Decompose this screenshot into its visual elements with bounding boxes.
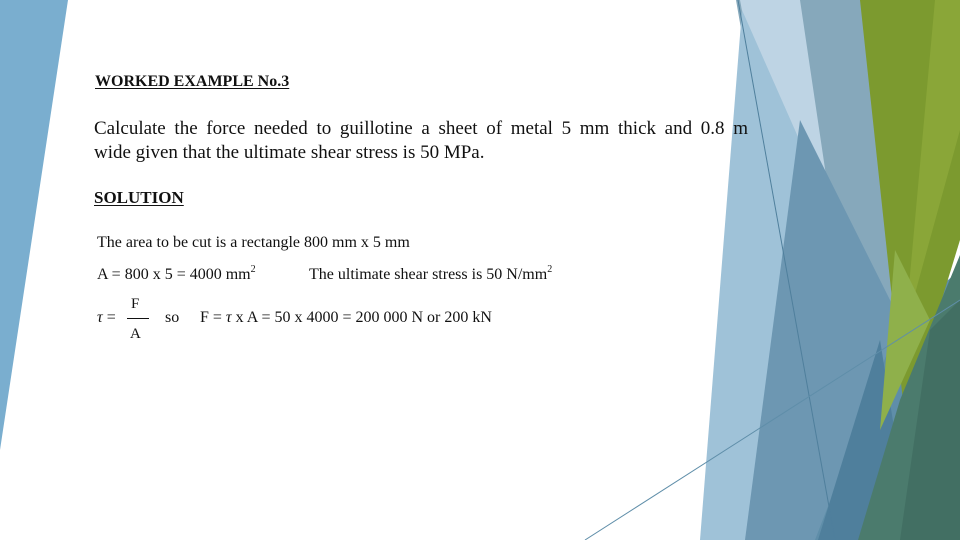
stress-unit-exponent: 2 (547, 264, 553, 275)
fraction-denominator: A (130, 326, 141, 342)
area-calculation (97, 266, 256, 284)
solution-heading: SOLUTION (94, 188, 184, 207)
solution-area-description: The area to be cut is a rectangle 800 mm x 5 mm (97, 234, 410, 251)
tau-equals-sign: = (106, 309, 116, 326)
force-equation-result: x A = 50 x 4000 = 200 000 N or 200 kN (235, 309, 492, 326)
force-equation-prefix: F = (200, 309, 222, 326)
so-connector: so (165, 309, 180, 326)
problem-statement-line-1: Calculate the force needed to guillotine a sheet of metal 5 mm thick and 0.8 m (94, 118, 748, 139)
area-unit-exponent: 2 (250, 264, 256, 275)
force-tau-symbol: τ (225, 309, 232, 326)
shear-stress-text: The ultimate shear stress is 50 N/mm (309, 266, 548, 283)
fraction-bar (127, 318, 149, 319)
area-calculation-text: A = 800 x 5 = 4000 mm (97, 266, 251, 283)
shear-stress-note (309, 266, 552, 284)
fraction-numerator: F (131, 296, 140, 312)
tau-symbol: τ (97, 309, 103, 326)
worked-example-heading: WORKED EXAMPLE No.3 (95, 73, 290, 90)
force-equation (200, 309, 492, 327)
problem-statement-line-2: wide given that the ultimate shear stress is 50 MPa. (94, 142, 485, 163)
tau-equation-lhs (97, 309, 116, 327)
left-blue-shape (0, 0, 68, 450)
